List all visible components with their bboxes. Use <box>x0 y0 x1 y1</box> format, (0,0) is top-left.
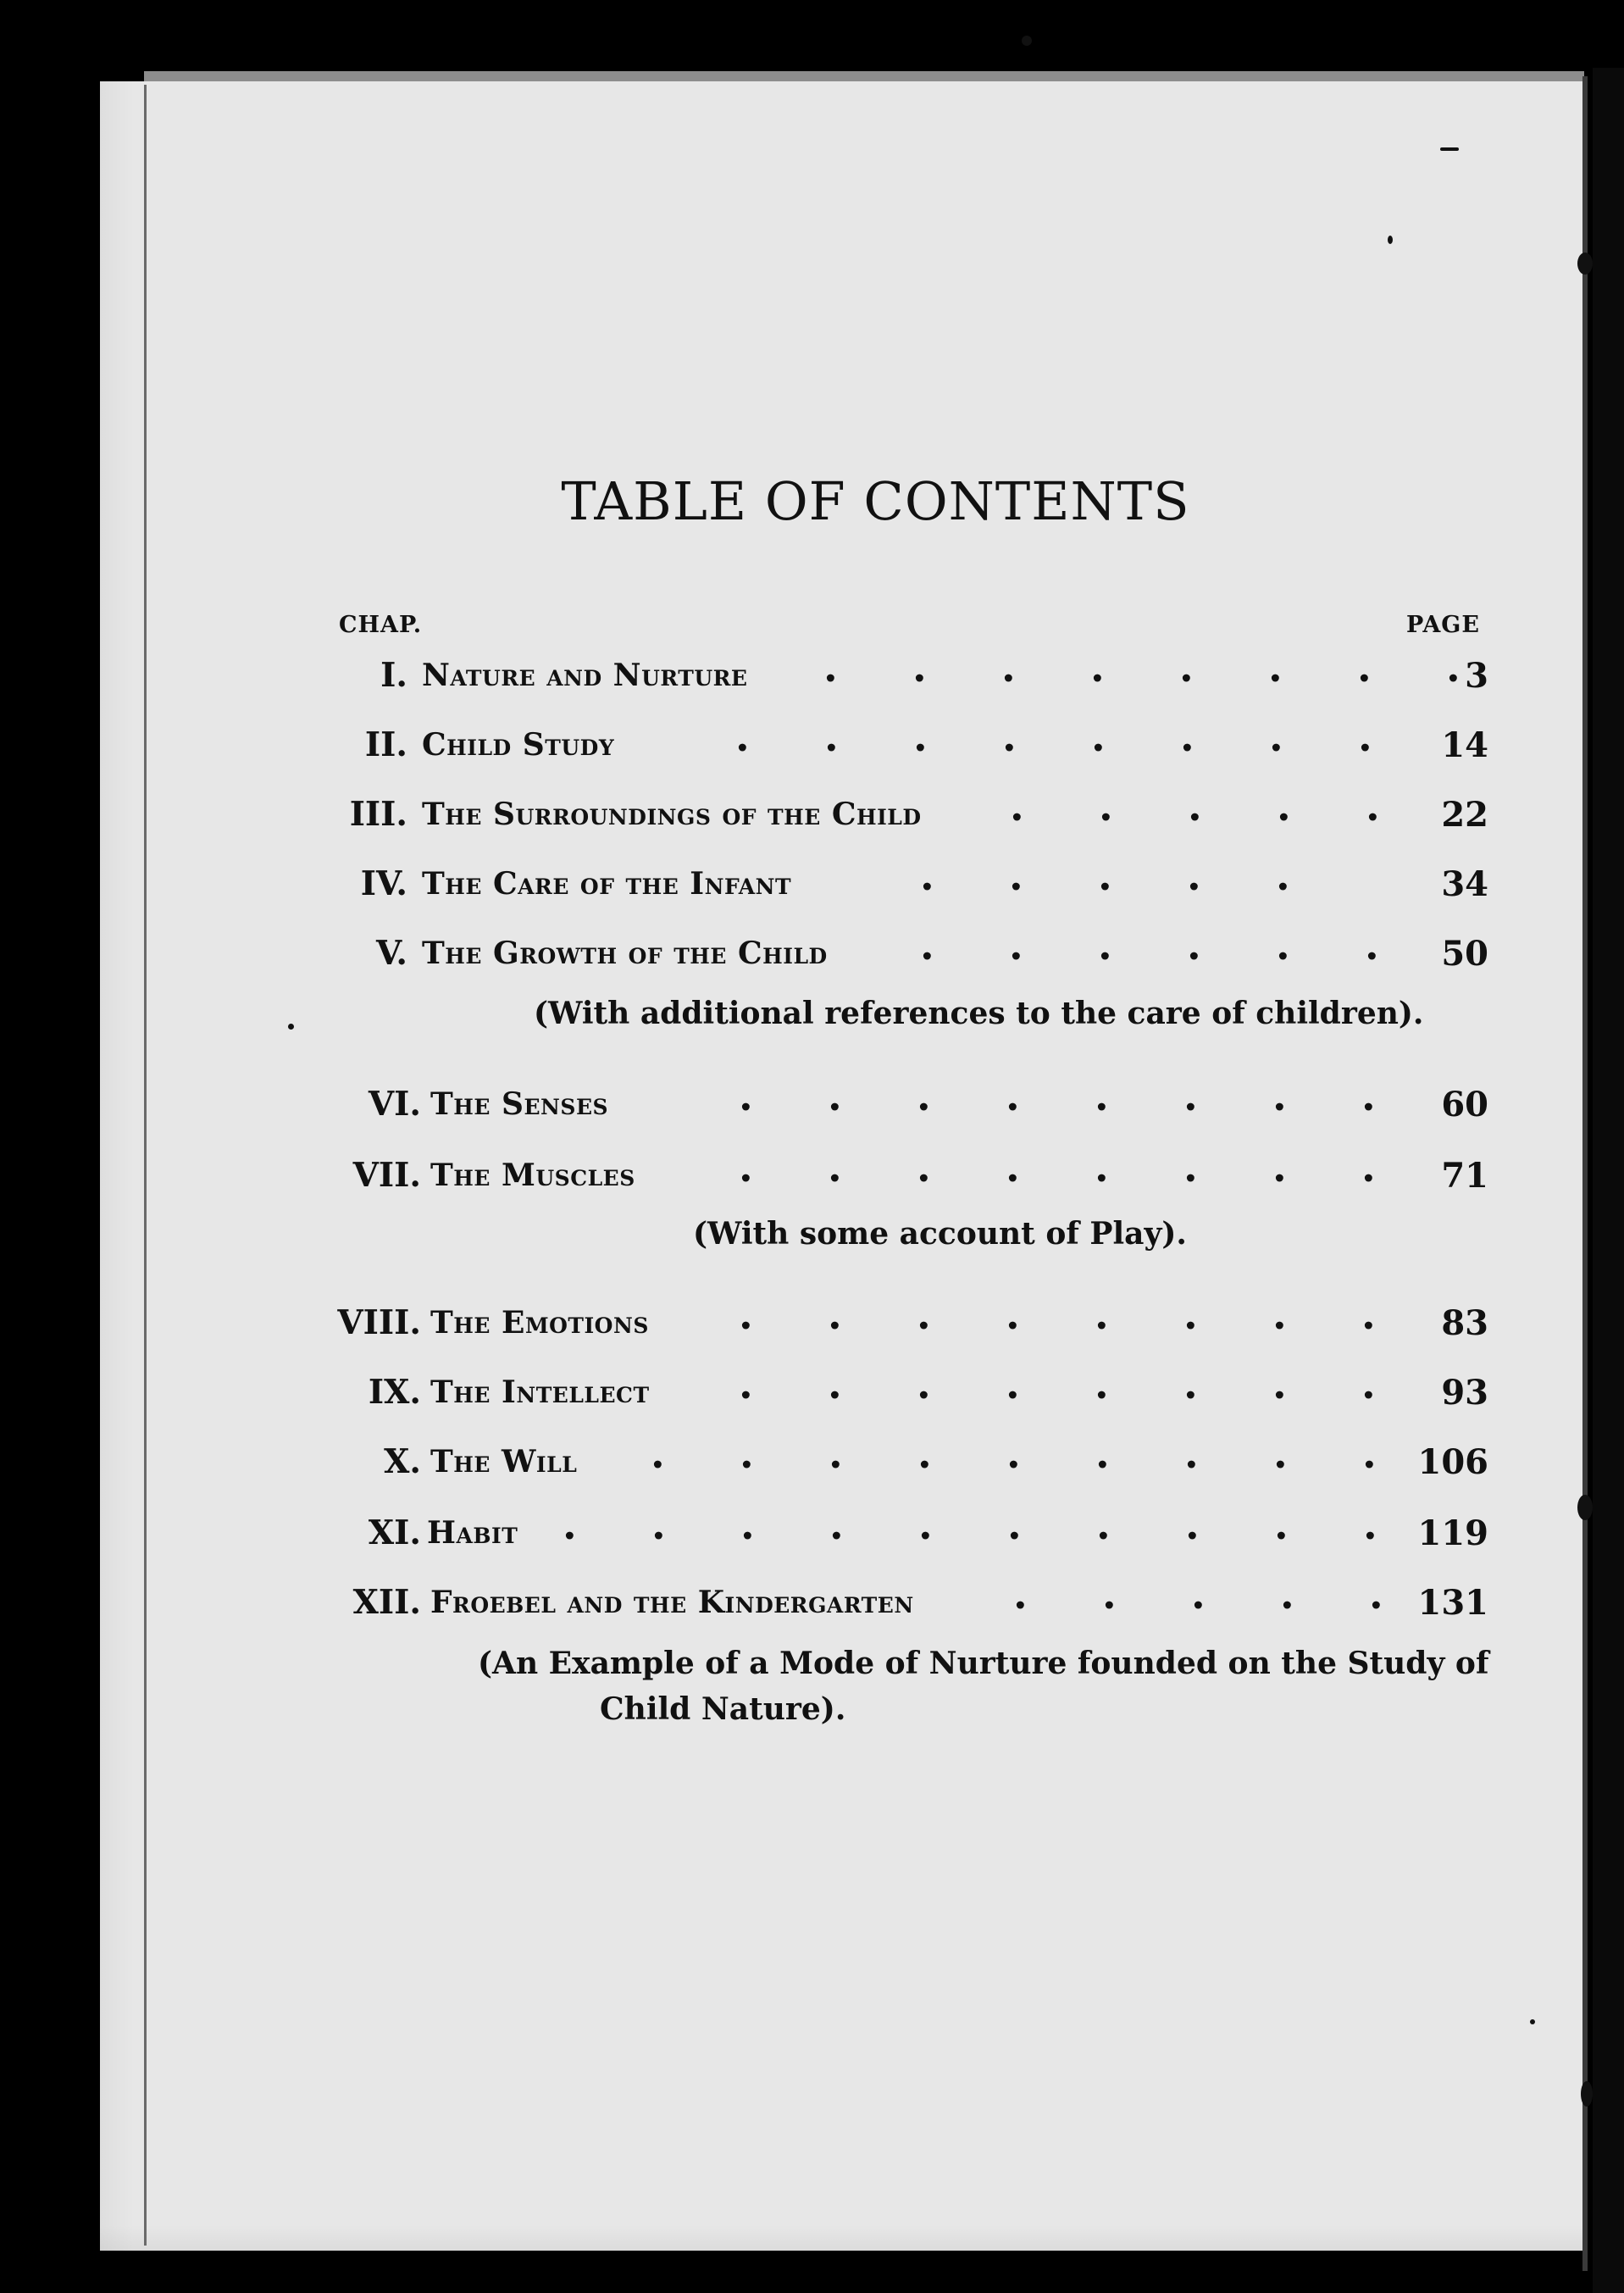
page-number: 106 <box>1417 1442 1488 1482</box>
toc-entry <box>0 1571 1624 1634</box>
dot-leader: . . . . . <box>920 852 1290 900</box>
chapter-title: The Intellect <box>430 1374 650 1410</box>
chapter-note: (An Example of a Mode of Nurture founded on the Study of <box>478 1646 1489 1681</box>
chapter-title: Nature and Nurture <box>422 658 748 693</box>
page-number: 83 <box>1441 1303 1488 1343</box>
toc-entry <box>0 1361 1624 1424</box>
chapter-number: IX. <box>368 1373 421 1412</box>
chapter-title: Froebel and the Kindergarten <box>430 1585 914 1620</box>
chapter-title: The Muscles <box>430 1158 635 1193</box>
page-number: 3 <box>1465 656 1488 696</box>
page-number: 71 <box>1441 1156 1488 1196</box>
chapter-number: XI. <box>368 1513 421 1552</box>
page-number: 14 <box>1441 725 1488 765</box>
dot-leader: . . . . . . <box>920 922 1379 969</box>
dot-leader: . . . . . . . . <box>739 1073 1376 1120</box>
chapter-title: Child Study <box>422 727 615 763</box>
chapter-title: The Will <box>430 1444 578 1480</box>
scan-speck <box>1022 36 1032 46</box>
chapter-title: The Emotions <box>430 1305 649 1341</box>
chapter-number: III. <box>349 795 407 834</box>
page-column-header: PAGE <box>1406 612 1480 638</box>
dot-leader: . . . . . <box>1010 783 1380 830</box>
dot-leader: . . . . . . . . <box>823 644 1460 691</box>
chapter-title: The Care of the Infant <box>422 866 792 902</box>
chapter-column-header: CHAP. <box>339 612 423 638</box>
scan-speck <box>1530 2019 1535 2024</box>
toc-entry <box>0 644 1624 707</box>
page-number: 34 <box>1441 864 1488 904</box>
toc-entry <box>0 1291 1624 1354</box>
toc-entry <box>0 1502 1624 1564</box>
scan-speck <box>1581 2081 1593 2107</box>
page-number: 60 <box>1441 1085 1488 1124</box>
scan-speck <box>1577 253 1593 275</box>
chapter-number: VII. <box>352 1156 421 1195</box>
page-title: TABLE OF CONTENTS <box>561 470 1190 532</box>
scan-speck <box>1388 236 1393 244</box>
toc-entry <box>0 783 1624 846</box>
chapter-number: VIII. <box>337 1303 421 1342</box>
chapter-number: VI. <box>368 1085 421 1124</box>
chapter-title: The Senses <box>430 1086 609 1122</box>
chapter-number: II. <box>364 725 407 764</box>
chapter-number: X. <box>384 1442 421 1481</box>
scan-speck <box>288 1024 294 1030</box>
toc-entry <box>0 922 1624 985</box>
dot-leader: . . . . . <box>1013 1571 1383 1618</box>
page-number: 93 <box>1441 1373 1488 1413</box>
page-number: 22 <box>1441 795 1488 835</box>
scan-speck <box>1440 147 1459 151</box>
chapter-number: I. <box>380 656 407 695</box>
dot-leader: . . . . . . . . <box>739 1291 1376 1339</box>
page-number: 131 <box>1417 1583 1488 1623</box>
dot-leader: . . . . . . . . <box>739 1144 1376 1191</box>
toc-entry <box>0 852 1624 915</box>
chapter-note: (With additional references to the care of children). <box>534 996 1424 1031</box>
page-number: 119 <box>1417 1513 1488 1553</box>
chapter-title: The Growth of the Child <box>422 936 828 971</box>
chapter-number: IV. <box>360 864 407 903</box>
chapter-note: (With some account of Play). <box>693 1216 1187 1252</box>
chapter-number: XII. <box>352 1583 421 1622</box>
page-number: 50 <box>1441 934 1488 974</box>
toc-entry <box>0 713 1624 776</box>
dot-leader: . . . . . . . . <box>739 1361 1376 1408</box>
dot-leader: . . . . . . . . . . <box>563 1502 1377 1549</box>
toc-entry <box>0 1430 1624 1493</box>
dot-leader: . . . . . . . . <box>735 713 1372 761</box>
dot-leader: . . . . . . . . . <box>651 1430 1377 1478</box>
chapter-note: Child Nature). <box>600 1691 846 1727</box>
chapter-number: V. <box>375 934 407 973</box>
chapter-title: Habit <box>427 1515 518 1551</box>
toc-entry <box>0 1144 1624 1207</box>
toc-entry <box>0 1073 1624 1135</box>
chapter-title: The Surroundings of the Child <box>422 797 922 832</box>
